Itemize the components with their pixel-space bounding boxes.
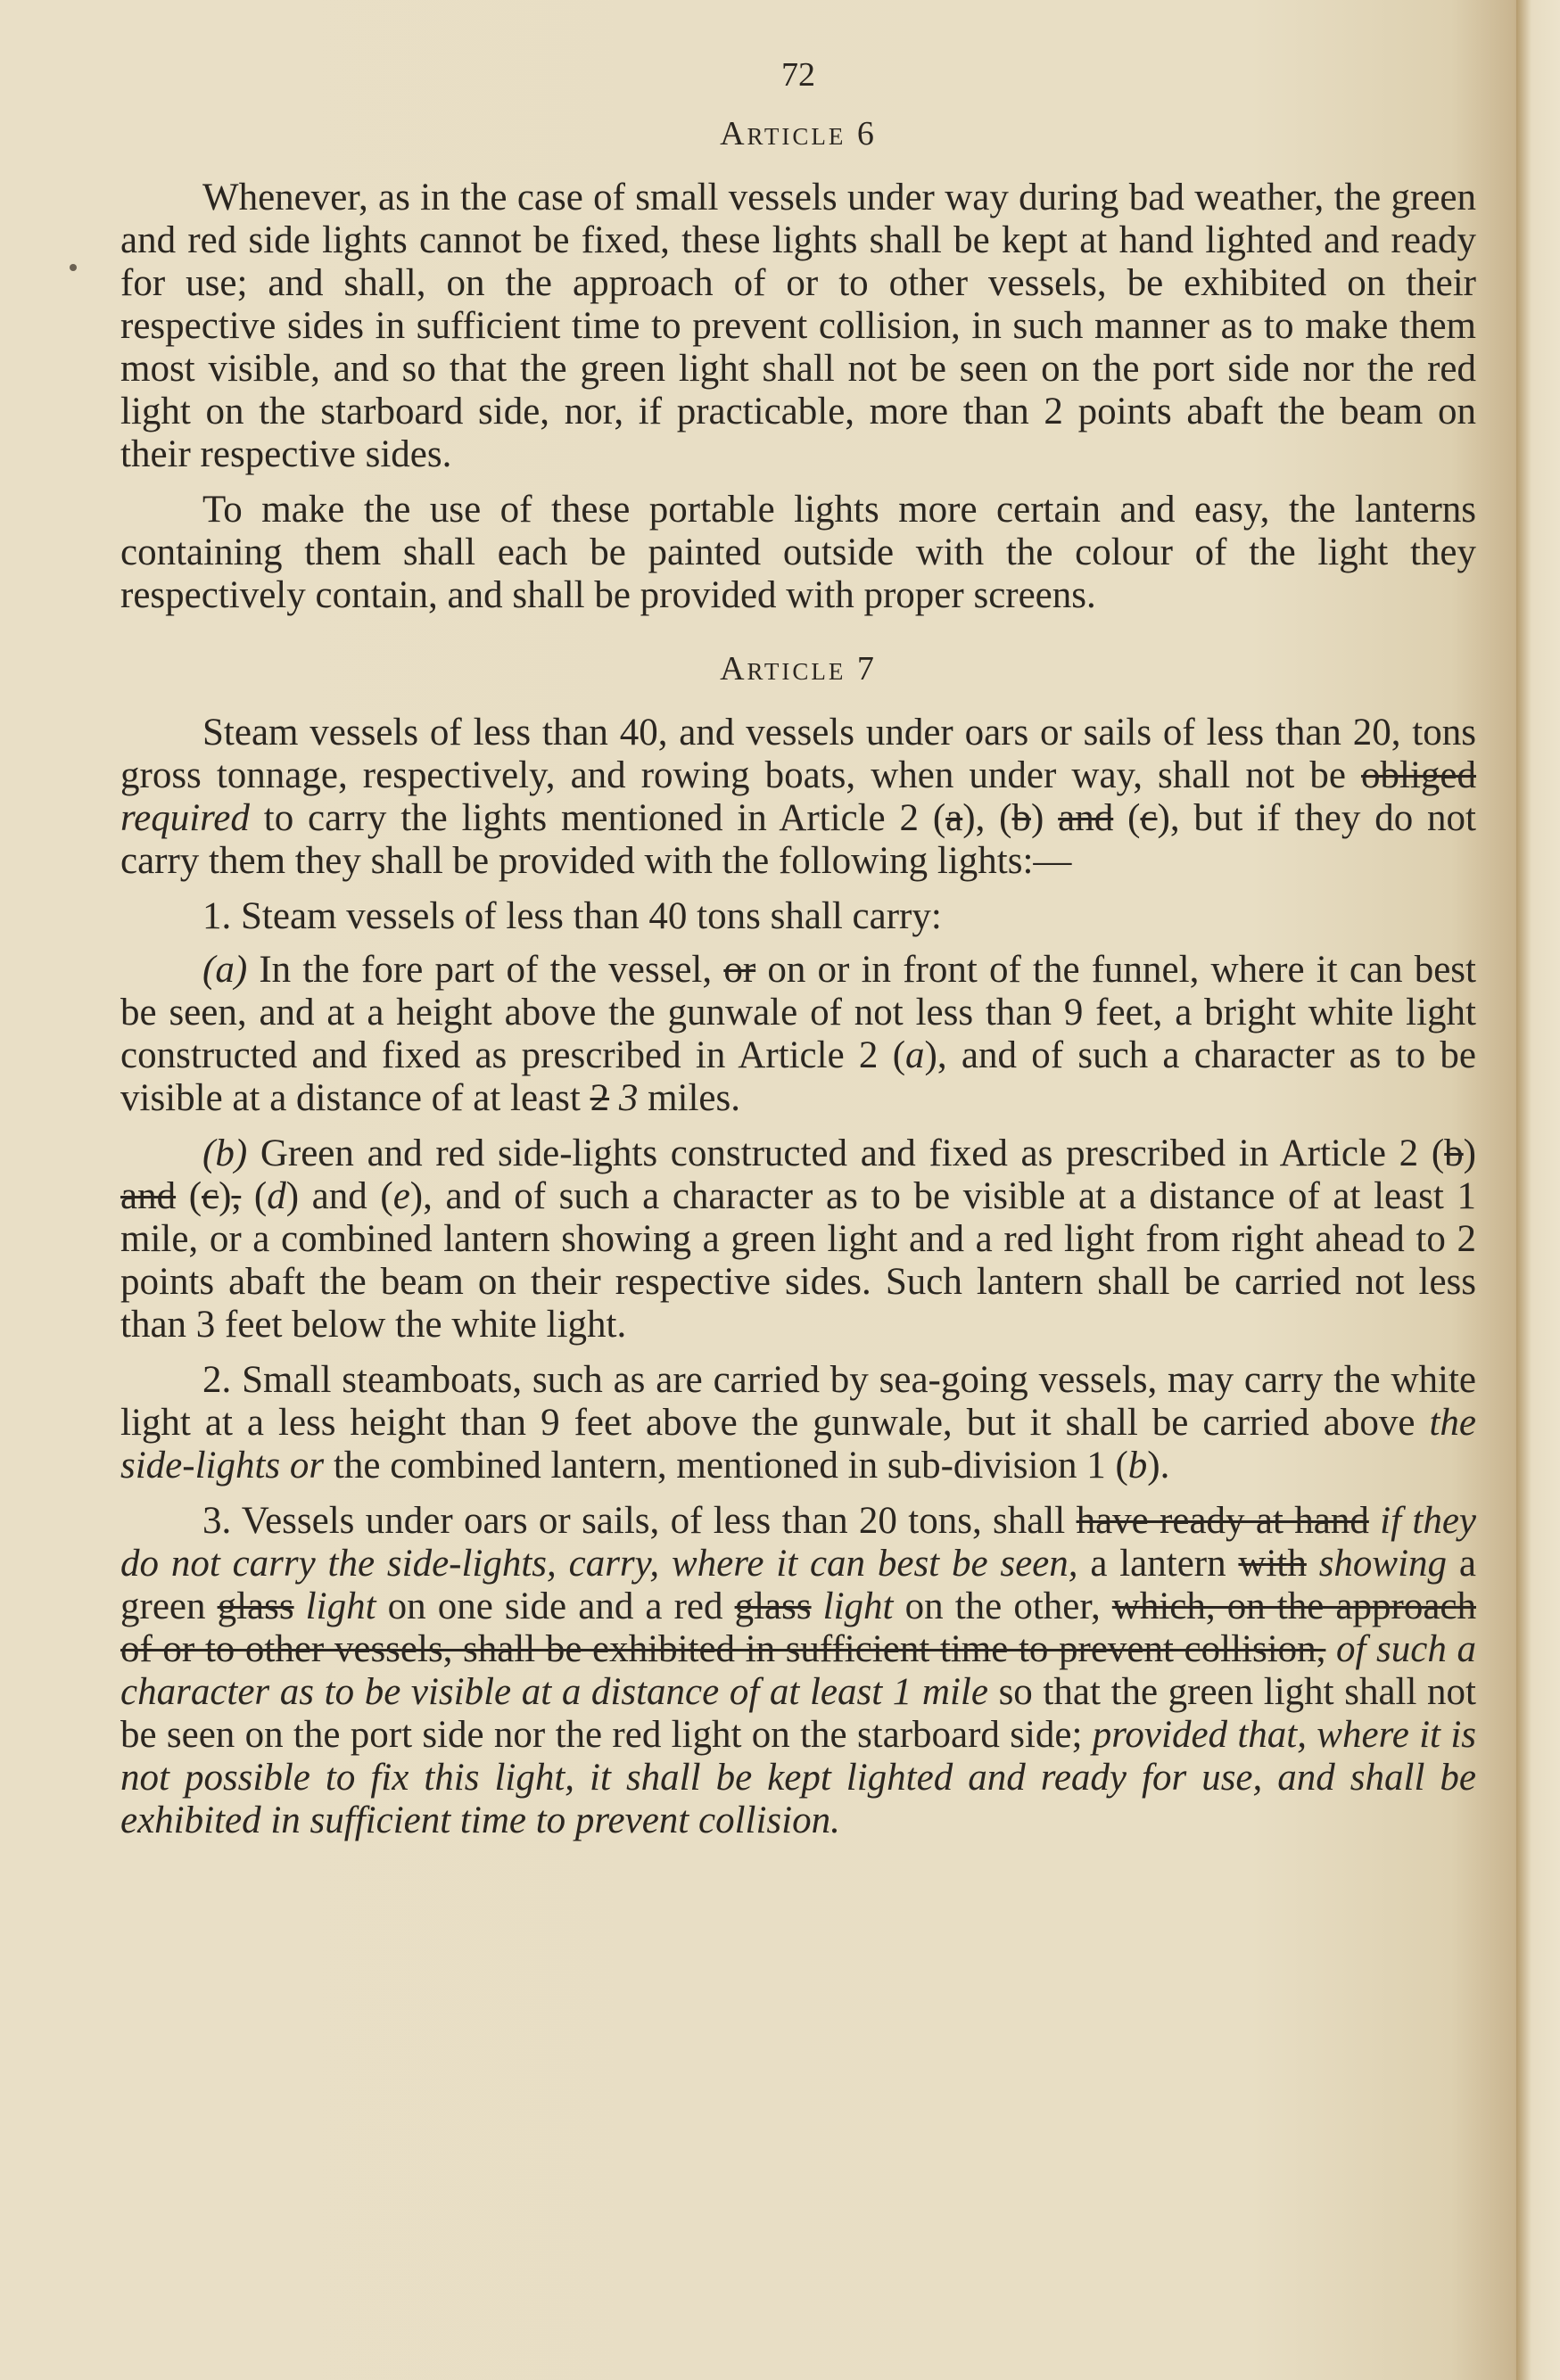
struck-text: glass	[217, 1585, 294, 1627]
struck-text: b	[1444, 1132, 1464, 1174]
article-7-intro: Steam vessels of less than 40, and vessels under oars or sails of less than 20, tons gross tonnage, respectively, and rowing boats, when under way, shall not be obliged required to carry the lights mentioned in Article 2 (a), (b) and (c), but if they do not carry them they shall be provided with the following lights:—	[120, 712, 1476, 882]
struck-text: and	[120, 1175, 177, 1217]
struck-text: ,	[231, 1175, 242, 1217]
inserted-text: required	[120, 797, 250, 839]
struck-text: glass	[734, 1585, 812, 1627]
page-number: 72	[781, 56, 815, 94]
inserted-text: showing	[1306, 1543, 1448, 1585]
struck-text: 2	[590, 1077, 610, 1119]
struck-text: c	[202, 1175, 219, 1217]
article-7-item-1b: (b) Green and red side-lights constructed and fixed as prescribed in Article 2 (b) and (c), (d) and (e), and of such a character as to be visible at a distance of at least 1 mile, or a combined lantern showing a green light and a red light from right ahead to 2 points abaft the beam on their respective sides. Such lantern shall be carried not less than 3 feet below the white light.	[120, 1132, 1477, 1346]
article-6-heading: Article 6	[720, 115, 877, 152]
inserted-text: if they do not carry the side-lights, carry, where it can best be seen,	[120, 1500, 1476, 1585]
struck-text: obliged	[1361, 754, 1476, 796]
struck-text: and	[1058, 797, 1114, 839]
article-6-paragraph-1: Whenever, as in the case of small vessels under way during bad weather, the green and red side lights cannot be fixed, these lights shall be kept at hand lighted and ready for use; and shall, on the approach of or to other vessels, be exhibited on their respective sides in sufficient time to prevent collision, in such manner as to make them most visible, and so that the green light shall not be seen on the port side nor the red light on the starboard side, nor, if practicable, more than 2 points abaft the beam on their respective sides.	[120, 177, 1476, 475]
struck-text: a	[945, 797, 963, 839]
inserted-text: e	[392, 1175, 410, 1217]
article-7-item-2: 2. Small steamboats, such as are carried by sea-going vessels, may carry the white light at a less height than 9 feet above the gunwale, but it shall be carried above the side-lights or the combined lantern, mentioned in sub-division 1 (b).	[120, 1359, 1476, 1486]
struck-text: which, on the approach of or to other vessels, shall be exhibited in sufficient time to prevent collision,	[120, 1585, 1476, 1670]
inserted-text: light	[293, 1585, 376, 1627]
article-6-paragraph-2: To make the use of these portable lights more certain and easy, the lanterns containing them shall each be painted outside with the colour of the light they respectively contain, and shall be provided with proper screens.	[120, 489, 1476, 616]
struck-text: or	[723, 949, 756, 991]
inserted-text: d	[267, 1175, 286, 1217]
inserted-text: the side-lights or	[120, 1402, 1476, 1486]
struck-text: with	[1238, 1543, 1307, 1585]
adjacent-page-edge	[1516, 0, 1560, 2380]
inserted-text: of such a character as to be visible at a distance of at least 1 mile	[120, 1628, 1476, 1713]
struck-text: c	[1140, 797, 1158, 839]
struck-text: have ready at hand	[1076, 1500, 1369, 1542]
article-7-heading: Article 7	[720, 650, 877, 688]
inserted-text: provided that, where it is not possible to fix this light, it shall be kept lighted and ready for use, and shall be exhibited in sufficient time to prevent collision.	[120, 1714, 1476, 1841]
inserted-text: 3	[609, 1077, 639, 1119]
article-7-item-3: 3. Vessels under oars or sails, of less than 20 tons, shall have ready at hand if they do not carry the side-lights, carry, where it can best be seen, a lantern with showing a green glass light on one side and a red glass light on the other, which, on the approach of or to other vessels, shall be exhibited in sufficient time to prevent collision, of such a character as to be visible at a distance of at least 1 mile so that the green light shall not be seen on the port side nor the red light on the starboard side; provided that, where it is not possible to fix this light, it shall be kept lighted and ready for use, and shall be exhibited in sufficient time to prevent collision.	[120, 1500, 1476, 1841]
article-7-item-1: 1. Steam vessels of less than 40 tons shall carry:	[202, 895, 942, 937]
margin-mark	[70, 264, 77, 271]
inserted-text: light	[811, 1585, 894, 1627]
page-text	[120, 54, 1476, 1855]
struck-text: b	[1011, 797, 1031, 839]
article-7-item-1a: (a) In the fore part of the vessel, or on or in front of the funnel, where it can best be seen, and at a height above the gunwale of not less than 9 feet, a bright white light constructed and fixed as prescribed in Article 2 (a), and of such a character as to be visible at a distance of at least 2 3 miles.	[120, 949, 1476, 1119]
